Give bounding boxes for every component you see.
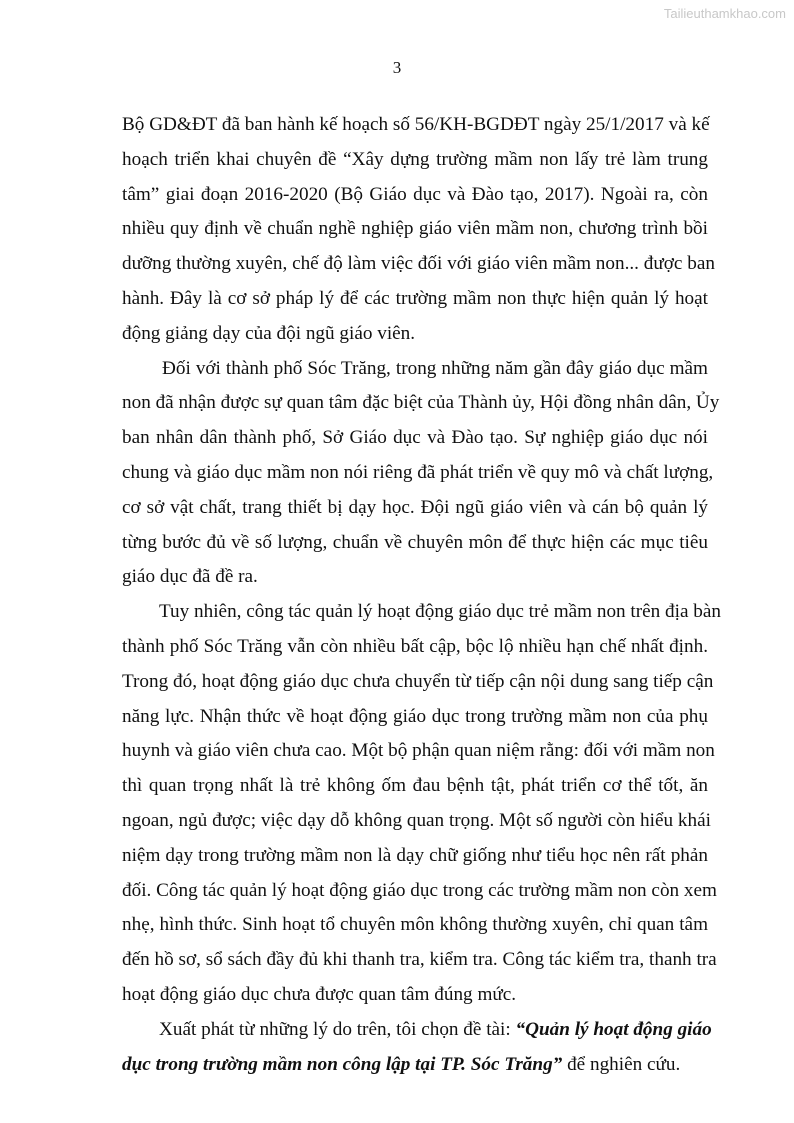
text-line: năng lực. Nhận thức về hoạt động giáo dục trong trường mầm non của phụ — [122, 705, 708, 727]
text-line: hành. Đây là cơ sở pháp lý để các trường mầm non thực hiện quản lý hoạt — [122, 287, 708, 309]
text-line: giáo dục đã đề ra. — [122, 566, 258, 588]
text-line: từng bước đủ về số lượng, chuẩn về chuyên môn để thực hiện các mục tiêu — [122, 531, 708, 553]
text-line: niệm dạy trong trường mầm non là dạy chữ giống như tiểu học nên rất phản — [122, 844, 708, 866]
text-line: thì quan trọng nhất là trẻ không ốm đau bệnh tật, phát triển cơ thể tốt, ăn — [122, 775, 708, 797]
text-line: Trong đó, hoạt động giáo dục chưa chuyển từ tiếp cận nội dung sang tiếp cận — [122, 670, 714, 692]
text-line: cơ sở vật chất, trang thiết bị dạy học. Đội ngũ giáo viên và cán bộ quản lý — [122, 496, 708, 518]
watermark: Tailieuthamkhao.com — [663, 6, 786, 21]
page-number: 3 — [392, 58, 402, 77]
text-line: thành phố Sóc Trăng vẫn còn nhiều bất cập, bộc lộ nhiều hạn chế nhất định. — [122, 635, 708, 657]
text-line: Bộ GD&ĐT đã ban hành kế hoạch số 56/KH-BGDĐT ngày 25/1/2017 và kế — [122, 114, 710, 135]
text-line: tâm” giai đoạn 2016-2020 (Bộ Giáo dục và Đào tạo, 2017). Ngoài ra, còn — [122, 183, 708, 205]
text-line: ban nhân dân thành phố, Sở Giáo dục và Đào tạo. Sự nghiệp giáo dục nói — [122, 427, 708, 449]
text-line: đối. Công tác quản lý hoạt động giáo dục trong các trường mầm non còn xem — [122, 879, 717, 901]
document-body — [122, 108, 722, 1082]
text-line: ngoan, ngủ được; việc dạy dỗ không quan trọng. Một số người còn hiểu khái — [122, 809, 711, 831]
text-line: non đã nhận được sự quan tâm đặc biệt của Thành ủy, Hội đồng nhân dân, Ủy — [122, 392, 720, 414]
closing-suffix: để nghiên cứu. — [562, 1053, 681, 1075]
text-line: đến hồ sơ, sổ sách đầy đủ khi thanh tra, kiểm tra. Công tác kiểm tra, thanh tra — [122, 949, 717, 971]
paragraph-4 — [122, 1013, 712, 1083]
text-line: nhiều quy định về chuẩn nghề nghiệp giáo viên mầm non, chương trình bồi — [122, 218, 708, 240]
thesis-title-part-1: “Quản lý hoạt động giáo — [515, 1018, 712, 1040]
text-line: huynh và giáo viên chưa cao. Một bộ phận quan niệm rằng: đối với mầm non — [122, 740, 715, 762]
text-line: hoạch triển khai chuyên đề “Xây dựng trường mầm non lấy trẻ làm trung — [122, 148, 708, 170]
paragraph-3 — [122, 595, 722, 1013]
thesis-title-part-2: dục trong trường mầm non công lập tại TP. Sóc Trăng” — [122, 1053, 563, 1075]
text-line — [122, 1048, 708, 1083]
text-line: Tuy nhiên, công tác quản lý hoạt động giáo dục trẻ mầm non trên địa bàn — [159, 601, 722, 623]
text-line: chung và giáo dục mầm non nói riêng đã phát triển về quy mô và chất lượng, — [122, 461, 714, 483]
text-line: hoạt động giáo dục chưa được quan tâm đúng mức. — [122, 983, 517, 1005]
text-line: nhẹ, hình thức. Sinh hoạt tổ chuyên môn không thường xuyên, chỉ quan tâm — [122, 914, 708, 936]
text-line — [122, 1013, 712, 1048]
paragraph-2 — [122, 352, 720, 596]
text-line: Đối với thành phố Sóc Trăng, trong những năm gần đây giáo dục mầm — [162, 357, 708, 379]
text-line: động giảng dạy của đội ngũ giáo viên. — [122, 322, 416, 344]
paragraph-1 — [122, 108, 715, 352]
text-line: dưỡng thường xuyên, chế độ làm việc đối với giáo viên mầm non... được ban — [122, 253, 715, 275]
closing-prefix: Xuất phát từ những lý do trên, tôi chọn đề tài: — [159, 1018, 516, 1040]
